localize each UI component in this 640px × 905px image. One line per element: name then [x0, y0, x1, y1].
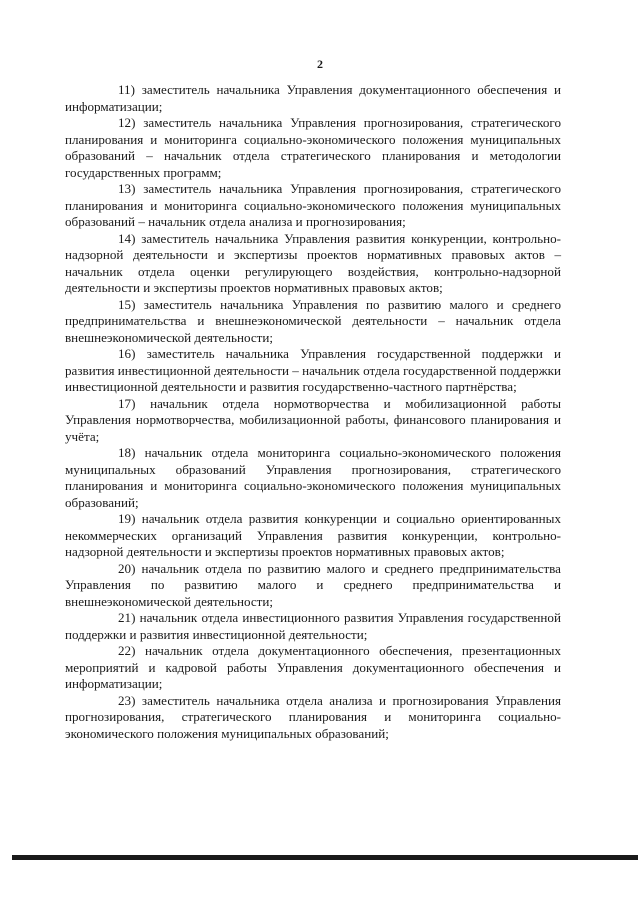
- list-item: 19) начальник отдела развития конкуренции и социально ориентированных некоммерческих организаций Управления развития конкуренции, контрольно-надзорной деятельности и экспертизы проектов нормативных правовых актов;: [65, 511, 561, 559]
- list-item: 23) заместитель начальника отдела анализа и прогнозирования Управления прогнозирования, стратегического планирования и мониторинга социально-экономического положения муниципальных образований;: [65, 692, 561, 741]
- bottom-scan-edge: [12, 855, 638, 860]
- list-item: 21) начальник отдела инвестиционного развития Управления государственной поддержки и развития инвестиционной деятельности;: [65, 610, 561, 642]
- list-item: 14) заместитель начальника Управления развития конкуренции, контрольно-надзорной деятельности и экспертизы проектов нормативных правовых актов – начальник отдела оценки регулирующего воздействия, контрольно-надзорной деятельности и экспертизы проектов нормативных правовых актов;: [65, 230, 561, 295]
- list-item: 13) заместитель начальника Управления прогнозирования, стратегического планирования и мониторинга социально-экономического положения муниципальных образований – начальник отдела анализа и прогнозирования;: [65, 181, 561, 229]
- list-item: 20) начальник отдела по развитию малого и среднего предпринимательства Управления по развитию малого и среднего предпринимательства и внешнеэкономической деятельности;: [65, 560, 561, 609]
- document-body: [65, 82, 561, 742]
- list-item: 16) заместитель начальника Управления государственной поддержки и развития инвестиционной деятельности – начальник отдела государственной поддержки инвестиционной деятельности и развития государственно-частного партнёрства;: [65, 346, 561, 394]
- list-item: 11) заместитель начальника Управления документационного обеспечения и информатизации;: [65, 82, 561, 114]
- list-item: 12) заместитель начальника Управления прогнозирования, стратегического планирования и мониторинга социально-экономического положения муниципальных образований – начальник отдела стратегического планирования и методологии государственных программ;: [65, 115, 561, 180]
- page-number: 2: [317, 57, 323, 71]
- list-item: 22) начальник отдела документационного обеспечения, презентационных мероприятий и кадровой работы Управления документационного обеспечения и информатизации;: [65, 643, 561, 691]
- list-item: 15) заместитель начальника Управления по развитию малого и среднего предпринимательства и внешнеэкономической деятельности – начальник отдела внешнеэкономической деятельности;: [65, 296, 561, 345]
- list-item: 18) начальник отдела мониторинга социально-экономического положения муниципальных образований Управления прогнозирования, стратегического планирования и мониторинга социально-экономического положения муниципальных образований;: [65, 445, 561, 510]
- list-item: 17) начальник отдела нормотворчества и мобилизационной работы Управления нормотворчества, мобилизационной работы, финансового планирования и учёта;: [65, 395, 561, 444]
